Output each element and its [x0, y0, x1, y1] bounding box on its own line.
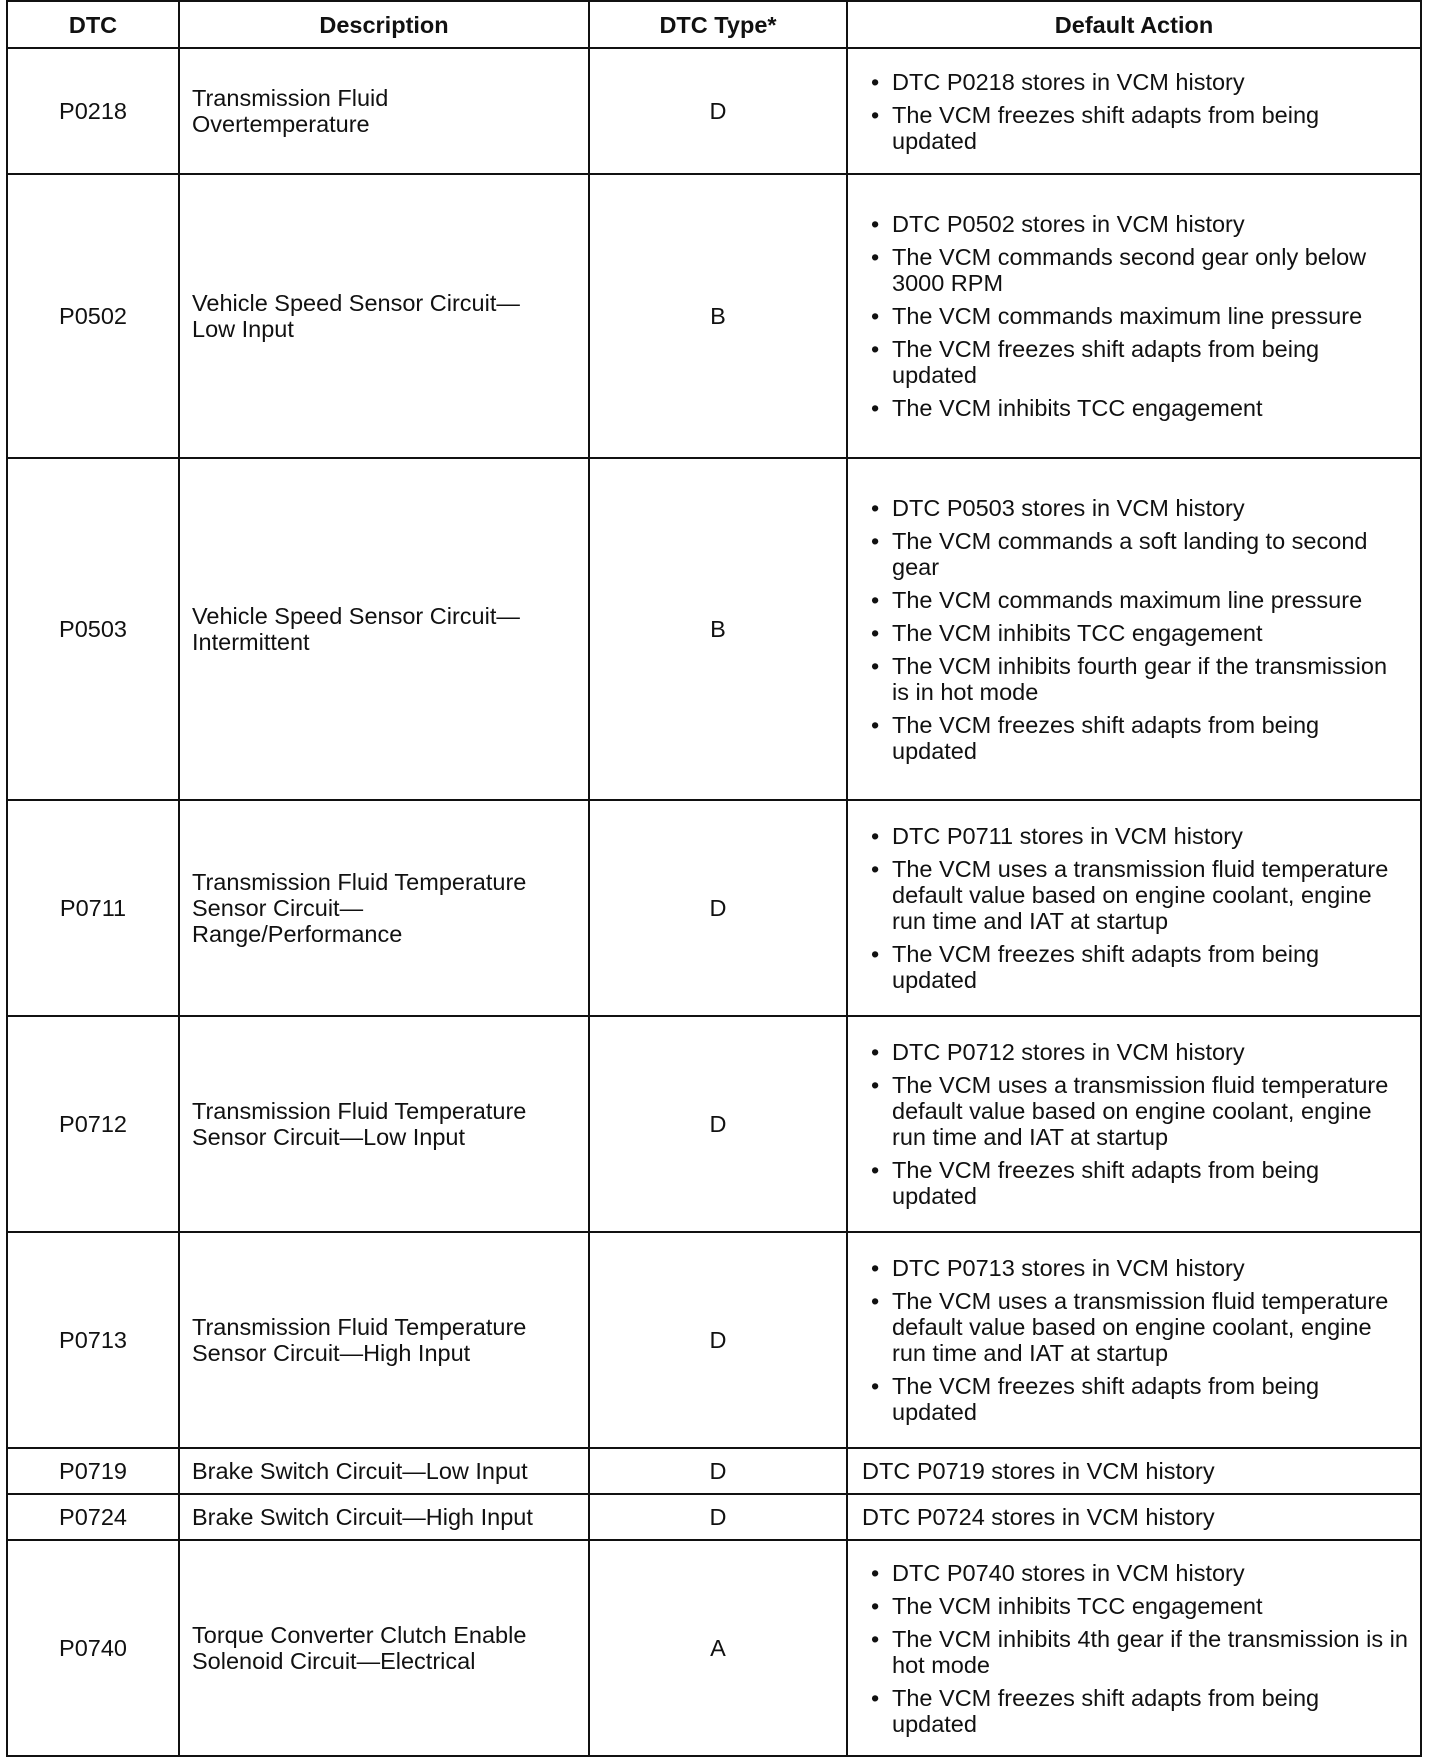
action-item: • DTC P0503 stores in VCM history: [862, 495, 1410, 521]
action-item: • The VCM uses a transmission fluid temperature default value based on engine coolant, engine run time and IAT at startup: [862, 856, 1410, 934]
action-item: • DTC P0712 stores in VCM history: [862, 1039, 1410, 1065]
description-line: Overtemperature: [192, 111, 370, 137]
default-action: DTC P0724 stores in VCM history: [847, 1494, 1421, 1540]
dtc-description: [179, 458, 589, 800]
table-row: [7, 1232, 1421, 1448]
header-dtc: DTC: [7, 1, 179, 48]
action-item: • The VCM inhibits fourth gear if the transmission is in hot mode: [862, 653, 1410, 705]
action-item: • DTC P0218 stores in VCM history: [862, 69, 1410, 95]
dtc-description: [179, 174, 589, 458]
action-item: • The VCM commands maximum line pressure: [862, 303, 1410, 329]
action-item: • The VCM inhibits TCC engagement: [862, 620, 1410, 646]
dtc-type: B: [589, 174, 847, 458]
table-row: [7, 1494, 1421, 1540]
action-item: • The VCM commands maximum line pressure: [862, 587, 1410, 613]
dtc-description: [179, 48, 589, 174]
description-line: Transmission Fluid: [192, 85, 389, 111]
dtc-description: [179, 1448, 589, 1494]
dtc-type: D: [589, 1494, 847, 1540]
action-item: • DTC P0713 stores in VCM history: [862, 1255, 1410, 1281]
description-line: Low Input: [192, 316, 294, 342]
header-dtc-type: DTC Type*: [589, 1, 847, 48]
default-action: [847, 800, 1421, 1016]
dtc-code: P0711: [7, 800, 179, 1016]
default-action: [847, 458, 1421, 800]
dtc-type: D: [589, 48, 847, 174]
description-line: Brake Switch Circuit—Low Input: [192, 1458, 528, 1484]
dtc-code: P0712: [7, 1016, 179, 1232]
action-item: • The VCM inhibits 4th gear if the transmission is in hot mode: [862, 1626, 1410, 1678]
header-default-action: Default Action: [847, 1, 1421, 48]
dtc-code: P0502: [7, 174, 179, 458]
description-line: Transmission Fluid Temperature: [192, 869, 527, 895]
default-action: DTC P0719 stores in VCM history: [847, 1448, 1421, 1494]
default-action: [847, 1232, 1421, 1448]
description-line: Sensor Circuit—: [192, 895, 364, 921]
document-page: [6, 0, 1420, 1757]
default-action: [847, 1540, 1421, 1756]
description-line: Sensor Circuit—High Input: [192, 1340, 471, 1366]
action-item: • The VCM freezes shift adapts from being updated: [862, 1157, 1410, 1209]
action-item: • The VCM uses a transmission fluid temperature default value based on engine coolant, engine run time and IAT at startup: [862, 1288, 1410, 1366]
action-item: • The VCM freezes shift adapts from being updated: [862, 1373, 1410, 1425]
description-line: Vehicle Speed Sensor Circuit—: [192, 290, 520, 316]
description-line: Transmission Fluid Temperature: [192, 1098, 527, 1124]
description-line: Torque Converter Clutch Enable: [192, 1622, 527, 1648]
table-row: [7, 1448, 1421, 1494]
action-item: • The VCM freezes shift adapts from being updated: [862, 941, 1410, 993]
action-item: • The VCM commands second gear only below 3000 RPM: [862, 244, 1410, 296]
action-item: • The VCM commands a soft landing to second gear: [862, 528, 1410, 580]
action-item: • The VCM freezes shift adapts from being updated: [862, 336, 1410, 388]
dtc-description: [179, 800, 589, 1016]
dtc-description: [179, 1016, 589, 1232]
description-line: Brake Switch Circuit—High Input: [192, 1504, 533, 1530]
dtc-type: D: [589, 1232, 847, 1448]
table-row: [7, 48, 1421, 174]
action-item: • DTC P0502 stores in VCM history: [862, 211, 1410, 237]
description-line: Transmission Fluid Temperature: [192, 1314, 527, 1340]
table-row: [7, 800, 1421, 1016]
dtc-type: D: [589, 1448, 847, 1494]
action-item: • The VCM freezes shift adapts from being updated: [862, 102, 1410, 154]
dtc-type: D: [589, 1016, 847, 1232]
dtc-type: B: [589, 458, 847, 800]
action-item: • The VCM freezes shift adapts from being updated: [862, 712, 1410, 764]
dtc-table: [6, 0, 1422, 1757]
table-row: [7, 174, 1421, 458]
table-row: [7, 1016, 1421, 1232]
dtc-code: P0713: [7, 1232, 179, 1448]
action-item: • The VCM freezes shift adapts from being updated: [862, 1685, 1410, 1737]
action-item: • The VCM inhibits TCC engagement: [862, 1593, 1410, 1619]
dtc-type: D: [589, 800, 847, 1016]
dtc-code: P0503: [7, 458, 179, 800]
header-row: [7, 1, 1421, 48]
table-row: [7, 458, 1421, 800]
dtc-code: P0218: [7, 48, 179, 174]
dtc-description: [179, 1540, 589, 1756]
description-line: Sensor Circuit—Low Input: [192, 1124, 465, 1150]
dtc-type: A: [589, 1540, 847, 1756]
default-action: [847, 174, 1421, 458]
description-line: Intermittent: [192, 629, 310, 655]
dtc-code: P0719: [7, 1448, 179, 1494]
description-line: Range/Performance: [192, 921, 403, 947]
action-item: • DTC P0740 stores in VCM history: [862, 1560, 1410, 1586]
description-line: Solenoid Circuit—Electrical: [192, 1648, 476, 1674]
dtc-code: P0724: [7, 1494, 179, 1540]
table-row: [7, 1540, 1421, 1756]
action-item: • The VCM uses a transmission fluid temperature default value based on engine coolant, engine run time and IAT at startup: [862, 1072, 1410, 1150]
header-description: Description: [179, 1, 589, 48]
action-item: • The VCM inhibits TCC engagement: [862, 395, 1410, 421]
dtc-description: [179, 1232, 589, 1448]
default-action: [847, 48, 1421, 174]
description-line: Vehicle Speed Sensor Circuit—: [192, 603, 520, 629]
default-action: [847, 1016, 1421, 1232]
dtc-description: [179, 1494, 589, 1540]
action-item: • DTC P0711 stores in VCM history: [862, 823, 1410, 849]
dtc-code: P0740: [7, 1540, 179, 1756]
